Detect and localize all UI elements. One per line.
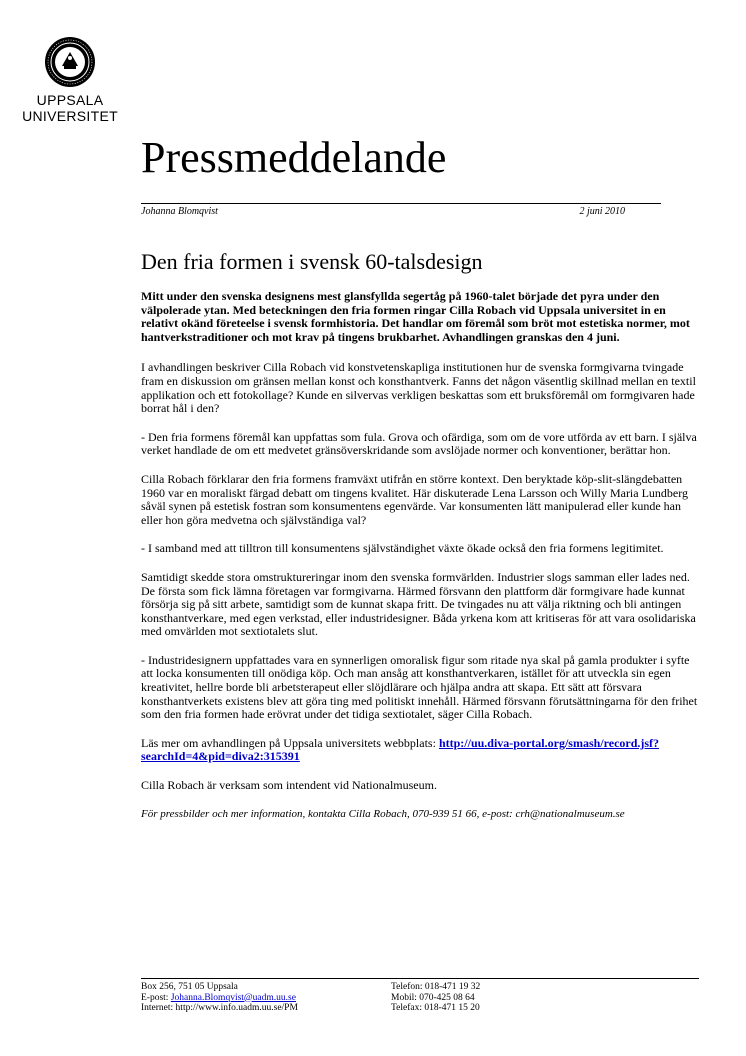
footer-fax: Telefax: 018-471 15 20 — [391, 1003, 480, 1013]
contact-note: För pressbilder och mer information, kontakta Cilla Robach, 070-939 51 66, e-post: crh@nationalmuseum.se — [141, 807, 625, 820]
university-seal-icon — [44, 36, 96, 88]
paragraph-4: - I samband med att tilltron till konsumentens självständighet växte ökade också den fria formens legitimitet. — [141, 541, 664, 556]
paragraph-7: Cilla Robach är verksam som intendent vid Nationalmuseum. — [141, 778, 437, 793]
paragraph-5: Samtidigt skedde stora omstruktureringar inom den svenska formvärlden. Industrier slogs samman eller lades ned. De första som fick lämna företagen var formgivarna. Härmed försvann den plattform där formgivare hade kunnat försörja sig på sitt arbete, samtidigt som de kunnat skapa fritt. De tvingades nu att välja riktning och bli antingen konsthantverkare, med egen verkstad, eller industridesigner. Båda yrkena kom att kritiseras för att vara osolidariska med omvärlden mot sextiotalets slut. — [141, 569, 696, 639]
date: 2 juni 2010 — [579, 206, 625, 217]
read-more-text: Läs mer om avhandlingen på Uppsala universitets webbplats: — [141, 735, 439, 750]
footer-email-link[interactable]: Johanna.Blomqvist@uadm.uu.se — [170, 992, 296, 1003]
footer-divider — [141, 978, 699, 979]
footer — [141, 982, 701, 1014]
footer-internet: Internet: http://www.info.uadm.uu.se/PM — [141, 1003, 298, 1013]
byline — [141, 206, 625, 217]
article-body — [141, 290, 701, 836]
footer-email-line — [141, 993, 391, 1004]
article-headline: Den fria formen i svensk 60-talsdesign — [141, 249, 483, 274]
university-logo — [0, 36, 140, 124]
logo-text-line1: UPPSALA — [36, 92, 104, 108]
footer-mobile: Mobil: 070-425 08 64 — [391, 992, 475, 1003]
footer-address: Box 256, 751 05 Uppsala — [141, 982, 238, 992]
paragraph-3: Cilla Robach förklarar den fria formens framväxt utifrån en större kontext. Den beryktade köp-slit-slängdebatten 1960 var en moraliskt färgad debatt om tingens kvalitet. Här diskuterade Lena Larsson och Willy Maria Lundberg såväl synen på estetisk fostran som konsumentens egenvärde. Var konsumenten lätt manipulerad eller kunde han eller hon göra medvetna och självständiga val? — [141, 471, 689, 527]
paragraph-1: I avhandlingen beskriver Cilla Robach vid konstvetenskapliga institutionen hur de svenska formgivarna tvingade fram en diskussion om gränsen mellan konst och konsthantverk. Fanns det någon väsentlig skillnad mellan en textil applikation och ett fotokollage? Kunde en silvervas verkligen beskattas som ett bruksföremål om formgivaren hade borrat hål i den? — [141, 360, 696, 416]
footer-email-label: E-post: — [141, 992, 171, 1003]
paragraph-6: - Industridesignern uppfattades vara en synnerligen omoralisk figur som ritade nya skal på gamla produkter i syfte att locka konsumenten till onödiga köp. Och man ansåg att konsthantverkaren, istället för att utveckla sin egen kreativitet, hellre borde bli arbetsterapeut eller slöjdlärare och hjälpa andra att skapa. Ett sätt att försvara konsthantverkets existens blev att göra ting med politiskt innehåll. Härmed försvann förutsättningarna för den frihet som den fria formen hade erövrat under det tidiga sextiotalet, säger Cilla Robach. — [141, 652, 698, 722]
page-title: Pressmeddelande — [141, 133, 447, 182]
paragraph-2: - Den fria formens föremål kan uppfattas som fula. Grova och ofärdiga, som om de vore utförda av ett barn. I själva verket handlade de om ett medvetet gränsöverskridande som avslöjade normer och konventioner, berättar hon. — [141, 429, 697, 458]
logo-text-line2: UNIVERSITET — [22, 108, 118, 124]
footer-phone: Telefon: 018-471 19 32 — [391, 982, 481, 992]
author: Johanna Blomqvist — [141, 206, 218, 217]
read-more — [141, 737, 701, 764]
thesis-link[interactable]: http://uu.diva-portal.org/smash/record.jsf?searchId=4&pid=diva2:315391 — [141, 735, 660, 764]
lead-paragraph: Mitt under den svenska designens mest glansfyllda segertåg på 1960-talet började det pyra under den välpolerade ytan. Med beteckningen den fria formen ringar Cilla Robach vid Uppsala universitet in en relativt okänd företeelse i svensk formhistoria. Det handlar om föremål som bröt mot estetiska normer, mot hantverkstraditioner och mot krav på tingens brukbarhet. Avhandlingen granskas den 4 juni. — [141, 289, 690, 344]
header-divider — [141, 203, 661, 204]
